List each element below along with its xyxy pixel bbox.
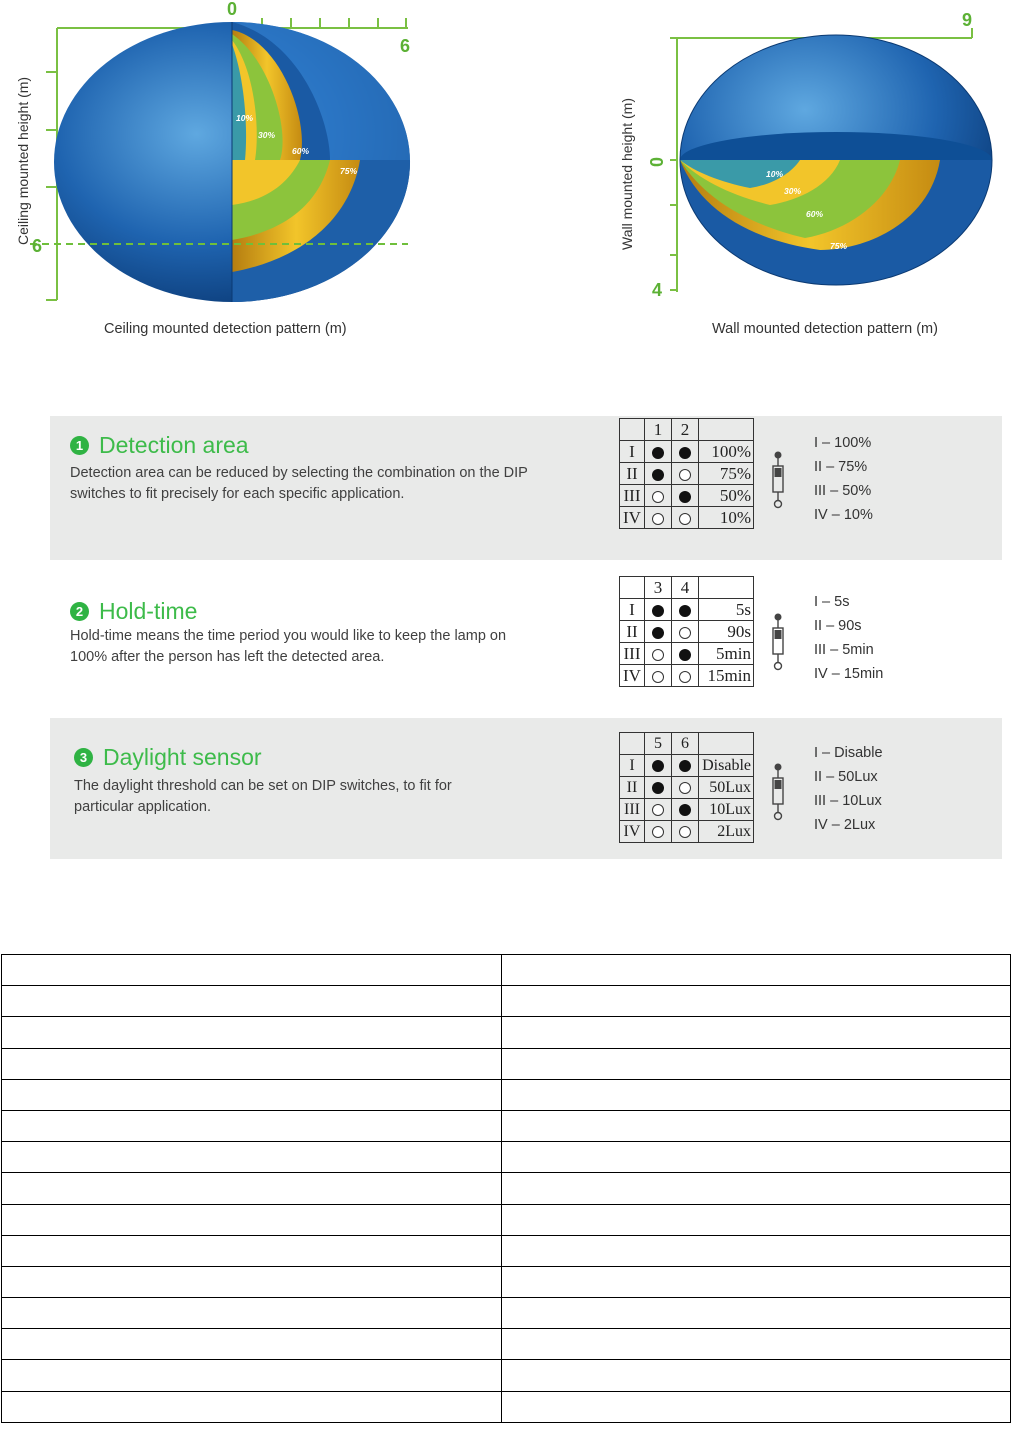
section-title-text: Detection area bbox=[99, 432, 249, 458]
dip-switch-table bbox=[619, 418, 754, 529]
table-row bbox=[2, 1142, 1011, 1173]
switch-state-dot bbox=[652, 513, 664, 525]
hold-time-panel bbox=[50, 560, 1002, 718]
table-cell bbox=[2, 1173, 502, 1204]
setting-value: 100% bbox=[699, 441, 754, 463]
zone-label: 75% bbox=[340, 166, 358, 176]
table-cell bbox=[2, 1266, 502, 1297]
table-row bbox=[620, 821, 754, 843]
wall-detection-diagram bbox=[600, 0, 1012, 350]
section-title bbox=[70, 432, 249, 459]
table-row bbox=[2, 1266, 1011, 1297]
legend-item: III – 5min bbox=[814, 642, 874, 658]
table-row bbox=[620, 577, 754, 599]
row-label: II bbox=[620, 621, 645, 643]
table-row bbox=[620, 755, 754, 777]
table-row bbox=[620, 463, 754, 485]
setting-value: 10% bbox=[699, 507, 754, 529]
table-row bbox=[2, 1360, 1011, 1391]
zone-label: 60% bbox=[806, 209, 824, 219]
setting-value: 50Lux bbox=[699, 777, 754, 799]
table-cell bbox=[2, 1142, 502, 1173]
table-row bbox=[2, 1204, 1011, 1235]
row-label: III bbox=[620, 485, 645, 507]
switch-state-dot bbox=[652, 491, 664, 503]
switch-header: 4 bbox=[672, 577, 699, 599]
row-label: I bbox=[620, 755, 645, 777]
switch-state-dot bbox=[652, 782, 664, 794]
table-cell bbox=[501, 1048, 1011, 1079]
switch-state-dot bbox=[652, 826, 664, 838]
section-title-text: Daylight sensor bbox=[103, 744, 262, 770]
table-row bbox=[2, 1173, 1011, 1204]
setting-value: 10Lux bbox=[699, 799, 754, 821]
table-cell bbox=[501, 1298, 1011, 1329]
row-label: I bbox=[620, 599, 645, 621]
switch-state-dot bbox=[652, 447, 664, 459]
switch-state-dot bbox=[679, 627, 691, 639]
section-description: The daylight threshold can be set on DIP switches, to fit for particular application. bbox=[74, 778, 452, 815]
table-row bbox=[2, 1298, 1011, 1329]
switch-state-dot bbox=[652, 671, 664, 683]
row-label: IV bbox=[620, 821, 645, 843]
table-cell bbox=[501, 1173, 1011, 1204]
table-cell bbox=[501, 1266, 1011, 1297]
row-label: III bbox=[620, 643, 645, 665]
table-cell bbox=[2, 955, 502, 986]
table-row bbox=[2, 1391, 1011, 1422]
table-row bbox=[620, 441, 754, 463]
table-cell bbox=[501, 1017, 1011, 1048]
setting-legend bbox=[814, 741, 883, 837]
zone-label: 30% bbox=[784, 186, 802, 196]
table-cell bbox=[2, 1298, 502, 1329]
switch-state-dot bbox=[679, 649, 691, 661]
switch-header: 1 bbox=[645, 419, 672, 441]
table-row bbox=[2, 955, 1011, 986]
setting-value: 75% bbox=[699, 463, 754, 485]
table-cell bbox=[501, 1110, 1011, 1141]
legend-item: III – 10Lux bbox=[814, 793, 882, 809]
table-row bbox=[2, 1110, 1011, 1141]
section-description: Detection area can be reduced by selecting the combination on the DIP switches to fit precisely for each specific application. bbox=[70, 465, 528, 502]
table-row bbox=[2, 1329, 1011, 1360]
table-cell bbox=[501, 955, 1011, 986]
setting-legend bbox=[814, 431, 873, 527]
table-row bbox=[2, 1235, 1011, 1266]
table-row bbox=[620, 599, 754, 621]
setting-legend bbox=[814, 590, 883, 686]
switch-state-dot bbox=[679, 782, 691, 794]
switch-header: 3 bbox=[645, 577, 672, 599]
daylight-sensor-panel bbox=[50, 718, 1002, 859]
switch-state-dot bbox=[679, 760, 691, 772]
row-label: IV bbox=[620, 665, 645, 687]
switch-state-dot bbox=[679, 671, 691, 683]
table-row bbox=[620, 777, 754, 799]
table-row bbox=[620, 621, 754, 643]
table-cell bbox=[2, 1204, 502, 1235]
switch-state-dot bbox=[679, 491, 691, 503]
detection-area-panel bbox=[50, 416, 1002, 560]
switch-state-dot bbox=[679, 605, 691, 617]
zone-label: 60% bbox=[292, 146, 310, 156]
section-number-badge: 2 bbox=[70, 602, 89, 621]
table-cell bbox=[2, 1235, 502, 1266]
zone-label: 10% bbox=[766, 169, 784, 179]
table-cell bbox=[2, 1017, 502, 1048]
row-label: IV bbox=[620, 507, 645, 529]
table-row bbox=[620, 507, 754, 529]
legend-item: IV – 15min bbox=[814, 666, 884, 682]
y-axis-label: Wall mounted height (m) bbox=[619, 98, 635, 250]
switch-state-dot bbox=[652, 760, 664, 772]
table-cell bbox=[501, 1235, 1011, 1266]
switch-state-dot bbox=[652, 627, 664, 639]
dip-switch-table bbox=[619, 732, 754, 843]
table-cell bbox=[2, 1360, 502, 1391]
table-cell bbox=[501, 1079, 1011, 1110]
table-cell bbox=[501, 1329, 1011, 1360]
table-cell bbox=[501, 1360, 1011, 1391]
y-axis-label: Ceiling mounted height (m) bbox=[15, 76, 31, 245]
row-label: II bbox=[620, 463, 645, 485]
section-number-badge: 1 bbox=[70, 436, 89, 455]
table-cell bbox=[2, 1329, 502, 1360]
legend-item: I – 5s bbox=[814, 594, 850, 610]
setting-value: 5s bbox=[699, 599, 754, 621]
setting-value: 90s bbox=[699, 621, 754, 643]
switch-state-dot bbox=[652, 804, 664, 816]
switch-state-dot bbox=[652, 605, 664, 617]
setting-value: 5min bbox=[699, 643, 754, 665]
zone-label: 75% bbox=[830, 241, 848, 251]
switch-state-dot bbox=[652, 649, 664, 661]
switch-state-dot bbox=[679, 826, 691, 838]
section-title bbox=[70, 598, 197, 625]
row-label: II bbox=[620, 777, 645, 799]
switch-header: 5 bbox=[645, 733, 672, 755]
switch-state-dot bbox=[679, 469, 691, 481]
tick-label-right: 6 bbox=[400, 36, 411, 56]
table-cell bbox=[501, 1142, 1011, 1173]
tick-label-right: 9 bbox=[962, 10, 973, 30]
tick-label-zero: 0 bbox=[647, 156, 667, 167]
dip-switch-table bbox=[619, 576, 754, 687]
table-row bbox=[2, 1079, 1011, 1110]
legend-item: I – 100% bbox=[814, 435, 872, 451]
legend-item: II – 90s bbox=[814, 618, 862, 634]
diagram-caption: Ceiling mounted detection pattern (m) bbox=[104, 321, 347, 337]
table-row bbox=[2, 1017, 1011, 1048]
table-row bbox=[620, 643, 754, 665]
table-cell bbox=[2, 1048, 502, 1079]
switch-header: 2 bbox=[672, 419, 699, 441]
zone-label: 10% bbox=[236, 113, 254, 123]
ceiling-detection-diagram bbox=[0, 0, 420, 350]
table-row bbox=[620, 665, 754, 687]
table-cell bbox=[2, 1391, 502, 1422]
dip-switch-icon bbox=[770, 612, 786, 672]
empty-spec-table bbox=[1, 954, 1011, 1423]
legend-item: III – 50% bbox=[814, 483, 872, 499]
section-title bbox=[74, 744, 262, 771]
legend-item: II – 75% bbox=[814, 459, 868, 475]
section-description: Hold-time means the time period you would like to keep the lamp on 100% after the person has left the detected area. bbox=[70, 628, 507, 665]
zone-label: 30% bbox=[258, 130, 276, 140]
dip-switch-icon bbox=[770, 450, 786, 510]
dip-switch-icon bbox=[770, 762, 786, 822]
table-cell bbox=[501, 1391, 1011, 1422]
tick-label-top: 0 bbox=[227, 0, 238, 19]
table-cell bbox=[2, 986, 502, 1017]
table-cell bbox=[501, 1204, 1011, 1235]
table-row bbox=[2, 1048, 1011, 1079]
table-cell bbox=[2, 1110, 502, 1141]
switch-state-dot bbox=[679, 804, 691, 816]
setting-value: 15min bbox=[699, 665, 754, 687]
switch-state-dot bbox=[679, 513, 691, 525]
table-row bbox=[620, 733, 754, 755]
legend-item: I – Disable bbox=[814, 745, 883, 761]
legend-item: IV – 2Lux bbox=[814, 817, 876, 833]
table-cell bbox=[501, 986, 1011, 1017]
table-row bbox=[620, 419, 754, 441]
switch-state-dot bbox=[652, 469, 664, 481]
table-row bbox=[620, 485, 754, 507]
diagram-caption: Wall mounted detection pattern (m) bbox=[712, 321, 938, 337]
table-cell bbox=[2, 1079, 502, 1110]
section-number-badge: 3 bbox=[74, 748, 93, 767]
tick-label-bottom: 4 bbox=[652, 280, 663, 300]
table-row bbox=[620, 799, 754, 821]
legend-item: II – 50Lux bbox=[814, 769, 878, 785]
row-label: III bbox=[620, 799, 645, 821]
table-row bbox=[2, 986, 1011, 1017]
tick-label-height: 6 bbox=[32, 236, 43, 256]
section-title-text: Hold-time bbox=[99, 598, 198, 624]
legend-item: IV – 10% bbox=[814, 507, 873, 523]
setting-value: 50% bbox=[699, 485, 754, 507]
switch-state-dot bbox=[679, 447, 691, 459]
setting-value: Disable bbox=[699, 755, 754, 777]
switch-header: 6 bbox=[672, 733, 699, 755]
row-label: I bbox=[620, 441, 645, 463]
setting-value: 2Lux bbox=[699, 821, 754, 843]
